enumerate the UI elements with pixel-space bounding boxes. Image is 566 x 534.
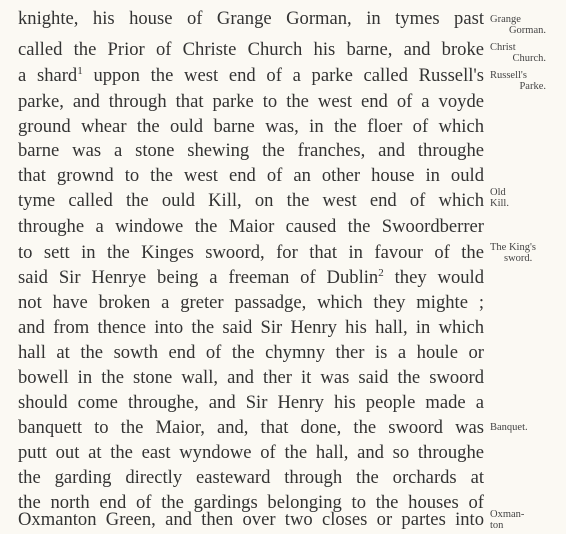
text-line-7 [18, 163, 484, 189]
margin-note-grange-gorman [490, 14, 546, 36]
margin-note-oxmanton [490, 509, 524, 531]
text-line-8 [18, 188, 484, 214]
margin-note-line: The King's [490, 242, 536, 253]
margin-note-line: Church. [512, 53, 546, 64]
line-text: Oxmanton Green, and then over two closes or partes into [18, 509, 484, 530]
line-text: bowell in the stone wall, and ther it was said the swoord [18, 367, 484, 388]
text-line-6 [18, 138, 484, 164]
line-text-post: they would [383, 267, 484, 288]
text-line-18 [18, 440, 484, 466]
footnote-marker: 2 [378, 266, 384, 279]
text-line-3 [18, 63, 484, 89]
line-text: that grownd to the west end of an other house in ould [18, 165, 484, 186]
text-line-16 [18, 390, 484, 416]
margin-note-old-kill [490, 187, 509, 209]
margin-note-line: Oxman- [490, 509, 525, 520]
text-line-5 [18, 114, 484, 140]
margin-note-line: Kill. [490, 198, 509, 209]
text-line-2 [18, 37, 484, 63]
footnote-marker: 1 [77, 64, 83, 77]
text-line-1 [18, 6, 484, 32]
line-text: tyme called the ould Kill, on the west end of which [18, 190, 484, 211]
line-text-post: uppon the west end of a parke called Russell's [82, 65, 484, 86]
margin-note-banquet [490, 422, 528, 433]
line-text: banquett to the Maior, and, that done, the swoord was [18, 417, 484, 438]
margin-note-line: Christ [490, 42, 516, 53]
text-line-17 [18, 415, 484, 441]
margin-note-line: Russell's [490, 70, 527, 81]
text-line-13 [18, 315, 484, 341]
text-line-15 [18, 365, 484, 391]
margin-note-line: Parke. [519, 81, 546, 92]
text-line-10 [18, 240, 484, 266]
text-line-4 [18, 89, 484, 115]
line-text: called the Prior of Christe Church his barne, and broke [18, 39, 484, 60]
line-text-pre: a shard [18, 65, 78, 86]
text-line-14 [18, 340, 484, 366]
line-text: parke, and through that parke to the west end of a voyde [18, 91, 484, 112]
text-line-21 [18, 507, 484, 533]
margin-note-line: Grange [490, 14, 521, 25]
line-text: and from thence into the said Sir Henry his hall, in which [18, 317, 484, 338]
line-text-pre: said Sir Henrye being a freeman of Dublin [18, 267, 379, 288]
line-text: barne was a stone shewing the franches, and throughe [18, 140, 484, 161]
margin-note-line: sword. [504, 253, 533, 264]
line-text: ground whear the ould barne was, in the floer of which [18, 116, 484, 137]
margin-note-line: Gorman. [508, 25, 546, 36]
margin-note-line: Banquet. [490, 422, 528, 433]
text-line-12 [18, 290, 484, 316]
line-text: should come throughe, and Sir Henry his people made a [18, 392, 484, 413]
line-text: the garding directly easteward through the orchards at [18, 467, 484, 488]
line-text: the north end of the gardings belonging to the houses of [18, 492, 484, 513]
line-text: not have broken a greter passadge, which they mighte ; [18, 292, 484, 313]
line-text: putt out at the east wyndowe of the hall, and so throughe [18, 442, 484, 463]
margin-note-kings-sword [490, 242, 536, 264]
margin-note-russells-parke [490, 70, 546, 92]
line-text: throughe a windowe the Maior caused the Swoordberrer [18, 216, 484, 237]
line-text: knighte, his house of Grange Gorman, in tymes past [18, 8, 484, 29]
margin-note-line: Old [490, 187, 506, 198]
margin-note-line: ton [490, 520, 504, 531]
line-text: to sett in the Kinges swoord, for that in favour of the [18, 242, 484, 263]
line-text: hall at the sowth end of the chymny ther is a houle or [18, 342, 484, 363]
margin-note-christ-church [490, 42, 546, 64]
text-line-19 [18, 465, 484, 491]
text-line-11 [18, 265, 484, 291]
text-line-9 [18, 214, 484, 240]
